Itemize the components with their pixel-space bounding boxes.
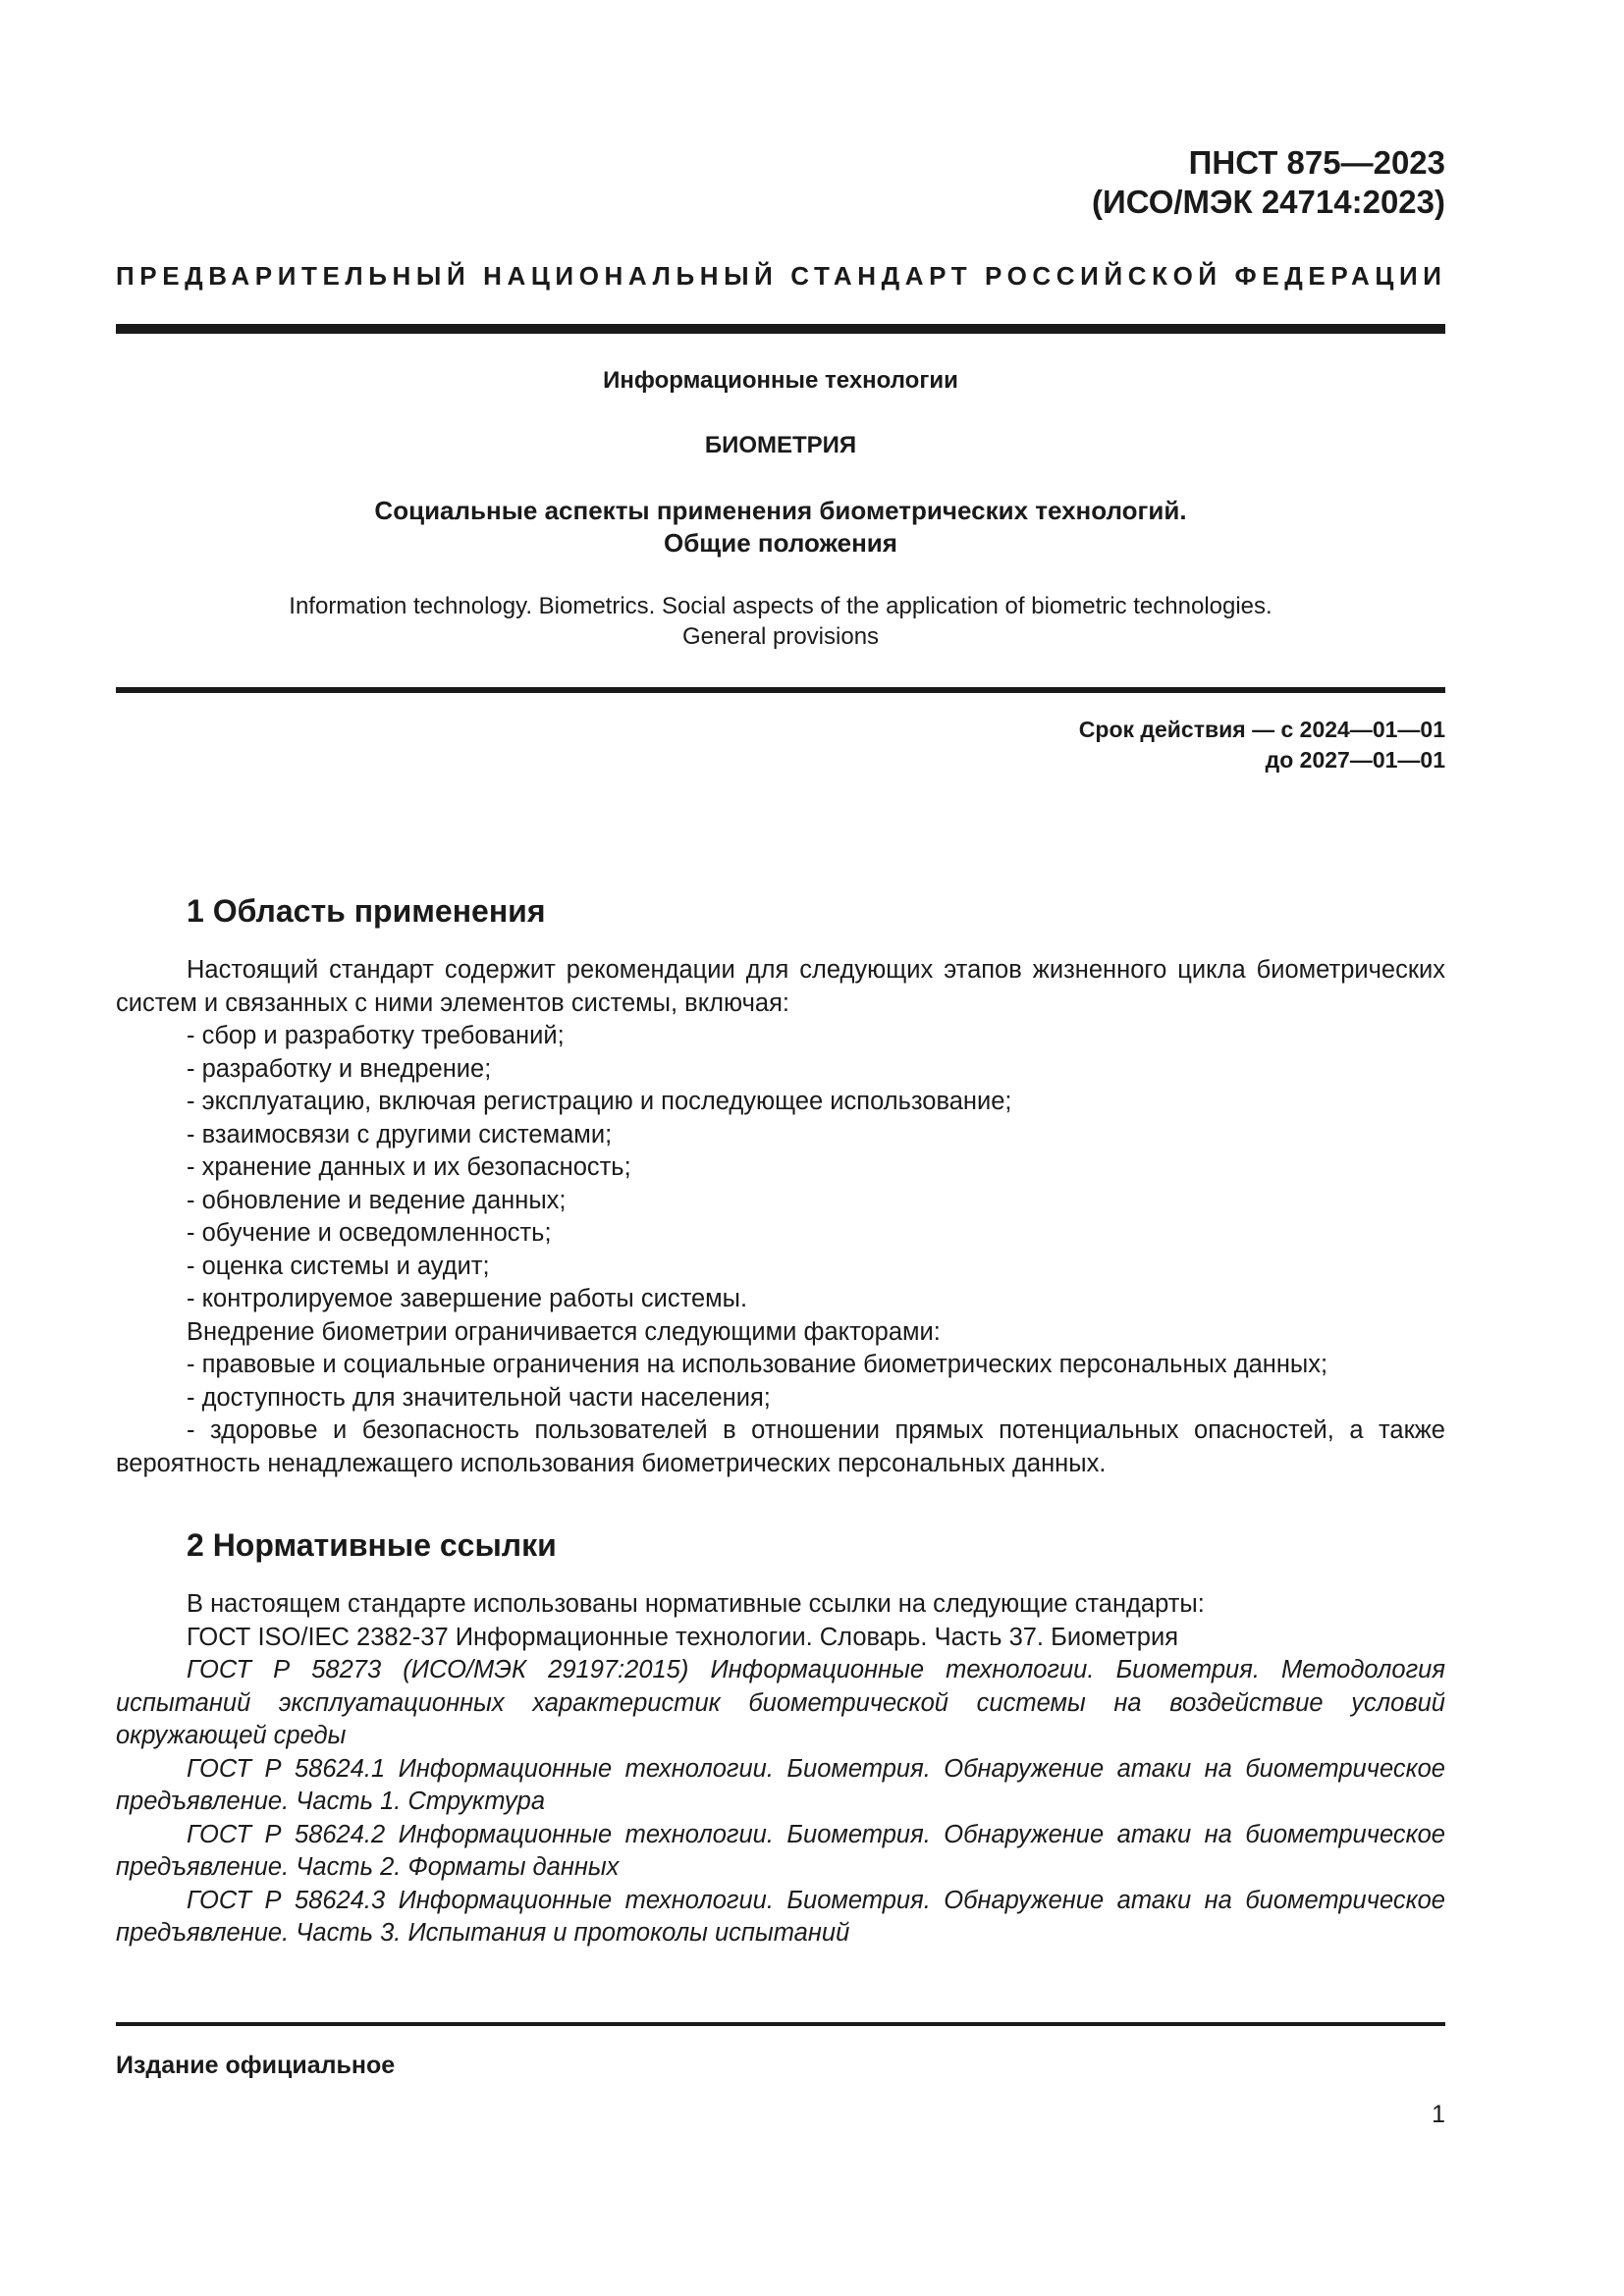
stage-item: - контролируемое завершение работы системы. (187, 1285, 748, 1312)
limit-item: - доступность для значительной части населения; (187, 1383, 771, 1412)
footer-rule (116, 2022, 1445, 2026)
stage-item: - взаимосвязи с другими системами; (187, 1120, 613, 1148)
subtitle-line-2: Общие положения (664, 528, 897, 558)
validity-start: Срок действия — с 2024—01—01 (1078, 717, 1445, 742)
subtitle-line-1: Социальные аспекты применения биометрических технологий. (374, 496, 1187, 525)
stage-item: - эксплуатацию, включая регистрацию и последующее использование; (187, 1088, 1012, 1115)
stage-item: - обновление и ведение данных; (187, 1186, 567, 1214)
reference-item: ГОСТ ISO/IEC 2382-37 Информационные технологии. Словарь. Часть 37. Биометрия (187, 1623, 1179, 1651)
limit-item-last: - здоровье и безопасность пользователей в отношении прямых потенциальных опасностей, а также вероятность ненадлежащего использования биометрических персональных данных. (116, 1416, 1445, 1477)
english-line-1: Information technology. Biometrics. Social aspects of the application of biometric technologies. (289, 593, 1272, 619)
stage-item: - обучение и осведомленность; (187, 1219, 552, 1247)
reference-item: ГОСТ Р 58624.2 Информационные технологии. Биометрия. Обнаружение атаки на биометрическое предъявление. Часть 2. Форматы данных (116, 1820, 1445, 1881)
designation-number: ПНСТ 875—2023 (1188, 144, 1445, 181)
validity-period (1079, 715, 1445, 775)
designation-iso: (ИСО/МЭК 24714:2023) (1092, 184, 1445, 220)
reference-item: ГОСТ Р 58624.3 Информационные технологии. Биометрия. Обнаружение атаки на биометрическое предъявление. Часть 3. Испытания и протоколы испытаний (116, 1886, 1445, 1947)
limits-intro: Внедрение биометрии ограничивается следующими факторами: (187, 1317, 941, 1346)
title-rule (116, 687, 1445, 693)
title-subject: Информационные технологии (603, 367, 958, 394)
section-2-heading: 2 Нормативные ссылки (187, 1527, 557, 1563)
stage-item: - оценка системы и аудит; (187, 1252, 490, 1280)
validity-end: до 2027—01—01 (1265, 747, 1445, 773)
stage-item: - хранение данных и их безопасность; (187, 1153, 631, 1181)
stage-item: - сбор и разработку требований; (187, 1022, 565, 1049)
reference-item: ГОСТ Р 58273 (ИСО/МЭК 29197:2015) Информационные технологии. Биометрия. Методология испытаний эксплуатационных характеристик биометрической системы на воздействие условий окружающей среды (116, 1656, 1445, 1749)
top-rule (116, 324, 1445, 334)
english-line-2: General provisions (681, 623, 880, 650)
title-english (116, 591, 1445, 652)
title-main: БИОМЕТРИЯ (704, 432, 857, 458)
stage-item: - разработку и внедрение; (187, 1054, 492, 1083)
page-number: 1 (1432, 2101, 1445, 2128)
section-1-heading: 1 Область применения (187, 893, 546, 929)
references-intro: В настоящем стандарте использованы нормативные ссылки на следующие стандарты: (187, 1590, 1205, 1618)
title-subtitle (116, 495, 1445, 560)
limit-item: - правовые и социальные ограничения на использование биометрических персональных данных; (187, 1351, 1328, 1378)
official-edition-label: Издание официальное (116, 2052, 396, 2079)
standard-designation (1092, 143, 1445, 222)
document-type-heading: ПРЕДВАРИТЕЛЬНЫЙ НАЦИОНАЛЬНЫЙ СТАНДАРТ РОССИЙСКОЙ ФЕДЕРАЦИИ (116, 261, 1447, 291)
section-1-intro: Настоящий стандарт содержит рекомендации для следующих этапов жизненного цикла биометрических систем и связанных с ними элементов системы, включая: (116, 956, 1445, 1017)
reference-item: ГОСТ Р 58624.1 Информационные технологии. Биометрия. Обнаружение атаки на биометрическое предъявление. Часть 1. Структура (116, 1754, 1445, 1815)
